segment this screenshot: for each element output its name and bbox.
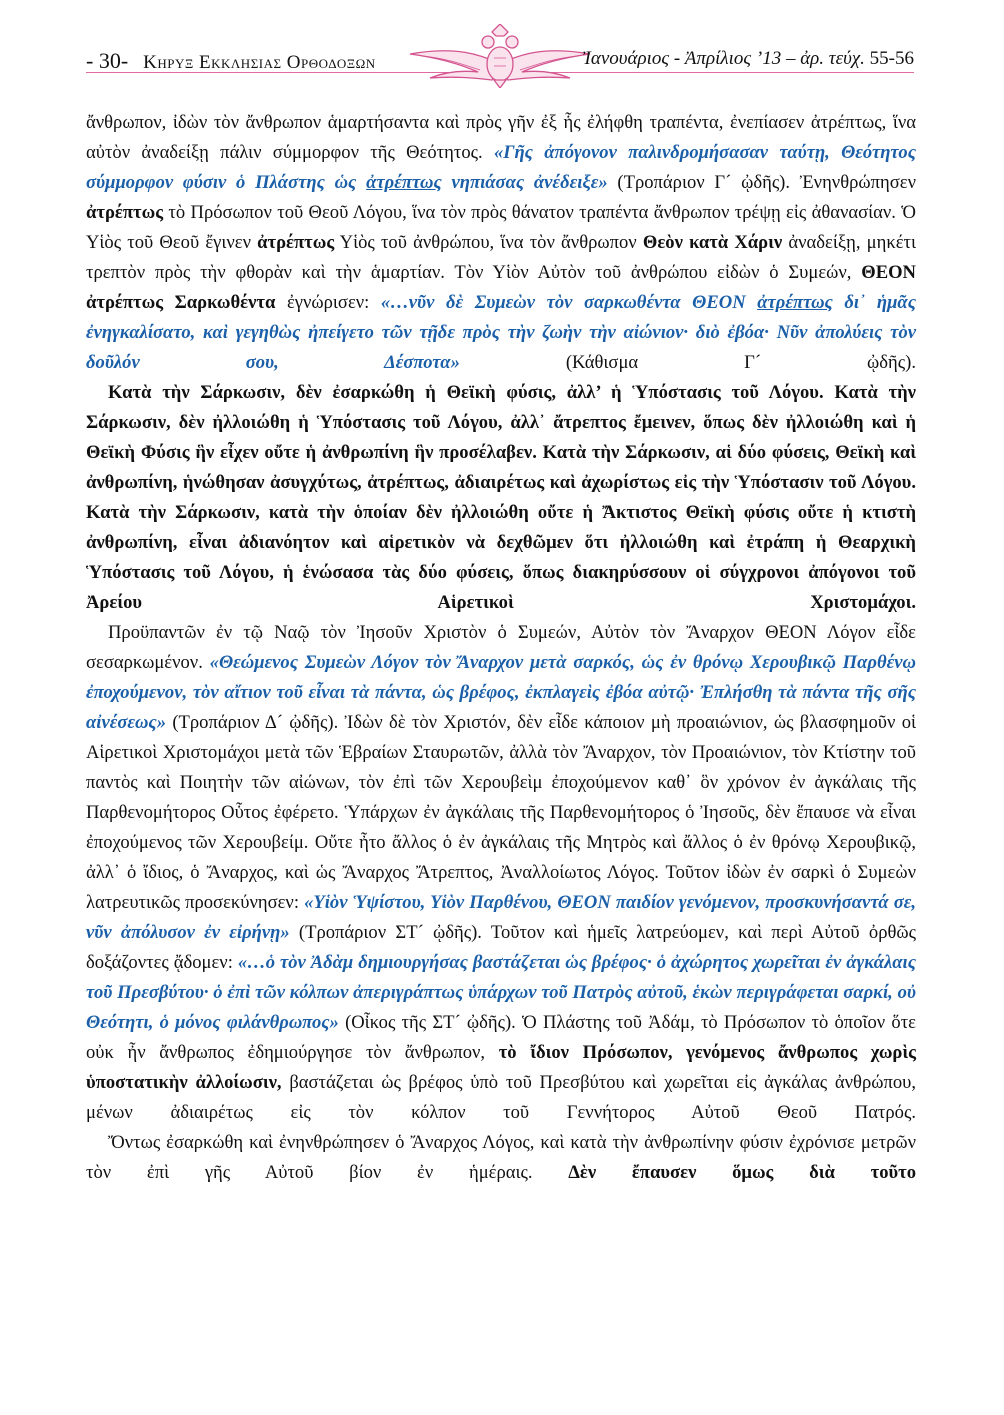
article-body	[86, 108, 916, 1188]
bold-term: ἀτρέπτως	[86, 202, 164, 223]
text-run: (Οἶκος τῆς ΣΤ´ ᾠδῆς). Ὁ Πλάστης τοῦ Ἀδάμ, τὸ Πρόσωπον τὸ ὁποῖον ὅτε οὐκ ἦν ἄνθρωπος ἐδημιούργησε τὸν ἄνθρωπον,	[86, 1012, 916, 1063]
page-number: - 30-	[86, 48, 129, 73]
quote-run: «Γῆς ἀπόγονον παλινδρομήσασαν ταύτῃ, Θεότητος σύμμορφον φύσιν ὁ Πλάστης ὡς	[86, 142, 916, 193]
hymn-quote: «Θεώμενος Συμεὼν Λόγον τὸν Ἄναρχον μετὰ σαρκός, ὡς ἐν θρόνῳ Χερουβικῷ Παρθένῳ ἐποχούμενον, τὸν αἴτιον τοῦ εἶναι τὰ πάντα, ὡς βρέφος, ἐκπλαγεὶς ἐβόα αὐτῷ· Ἐπλήσθη τὰ πάντα τῆς σῆς αἰνέσεως»	[86, 652, 916, 733]
bold-term: ἀτρέπτως	[257, 232, 335, 253]
issue-date: Ἰανουάριος - Ἀπρίλιος ’13 – ἀρ. τεύχ.	[582, 48, 865, 69]
paragraph-3	[86, 618, 916, 1128]
quote-underlined: ἀτρέπτως	[366, 172, 442, 193]
bold-term: ΘΕΟΝ ἀτρέπτως Σαρκωθέντα	[86, 262, 916, 313]
quote-underlined: ἀτρέπτως	[757, 292, 833, 313]
text-run: (Τροπάριον ΣΤ´ ᾠδῆς). Τοῦτον καὶ ἡμεῖς λατρεύομεν, καὶ περὶ Αὐτοῦ ὀρθῶς δοξάζοντες ᾄδομεν:	[86, 922, 916, 973]
text-run: Ὄντως ἐσαρκώθη καὶ ἐνηνθρώπησεν ὁ Ἄναρχος Λόγος, καὶ κατὰ τὴν ἀνθρωπίνην φύσιν ἐχρόνισε μετρῶν τὸν ἐπὶ γῆς Αὐτοῦ βίον ἐν ἡμέραις.	[86, 1132, 916, 1183]
bold-term: Δὲν ἔπαυσεν ὅμως διὰ τοῦτο	[568, 1162, 917, 1183]
bold-term: τὸ ἴδιον Πρόσωπον, γενόμενος ἄνθρωπος χωρὶς ὑποστατικὴν ἀλλοίωσιν,	[86, 1042, 916, 1093]
text-run: ἄνθρωπον, ἰδὼν τὸν ἄνθρωπον ἁμαρτήσαντα καὶ πρὸς γῆν ἐξ ἧς ἐλήφθη τραπέντα, ἐνεπίασεν ἀτρέπτως, ἵνα αὐτὸν ἀναδείξῃ πάλιν σύμμορφον τῆς Θεότητος.	[86, 112, 916, 163]
bold-term: Θεὸν κατὰ Χάριν	[642, 232, 783, 253]
text-run: βαστάζεται ὡς βρέφος ὑπὸ τοῦ Πρεσβύτου καὶ χωρεῖται εἰς ἀγκάλας ἀνθρώπου, μένων ἀδιαιρέτως εἰς τὸν κόλπον τοῦ Γεννήτορος Αὐτοῦ Θεοῦ Πατρός.	[86, 1072, 916, 1123]
running-header	[80, 40, 920, 86]
journal-title: Κηρυξ Εκκλησιας Ορθοδοξων	[143, 52, 376, 73]
header-left	[86, 48, 376, 74]
issue-info	[583, 48, 914, 70]
paragraph-1	[86, 108, 916, 378]
text-run: Προϋπαντῶν ἐν τῷ Ναῷ τὸν Ἰησοῦν Χριστὸν ὁ Συμεών, Αὐτὸν τὸν Ἄναρχον ΘΕΟΝ Λόγον εἶδε σεσαρκωμένον.	[86, 622, 916, 673]
quote-run: νηπιάσας ἀνέδειξε»	[441, 172, 608, 193]
paragraph-4	[86, 1128, 916, 1188]
text-run: τὸ Πρόσωπον τοῦ Θεοῦ Λόγου, ἵνα τὸν πρὸς θάνατον τραπέντα ἄνθρωπον τρέψῃ εἰς ἀθανασίαν. Ὁ Υἱὸς τοῦ Θεοῦ ἔγινεν	[86, 202, 916, 253]
text-run: (Τροπάριον Δ´ ᾠδῆς). Ἰδὼν δὲ τὸν Χριστόν, δὲν εἶδε κάποιον μὴ προαιώνιον, ὡς βλασφημοῦν οἱ Αἱρετικοὶ Χριστομάχοι μετὰ τῶν Ἑβραίων Σταυρωτῶν, ἀλλὰ τὸν Ἄναρχον, τὸν Προαιώνιον, τὸν Κτίστην τοῦ παντὸς καὶ Ποιητὴν τῶν αἰώνων, τὸν ἐπὶ τῶν Χερουβεὶμ ἐποχούμενον καθ᾽ ὃν χρόνον ἐν ἀγκάλαις τῆς Παρθενομήτορος Οὗτος ἐφέρετο. Ὑπάρχων ἐν ἀγκάλαις τῆς Παρθενομήτορος ὁ Ἰησοῦς, δὲν ἔπαυσε νὰ εἶναι ἐποχούμενος τῶν Χερουβείμ. Οὔτε ἦτο ἄλλος ὁ ἐν ἀγκάλαις τῆς Μητρὸς καὶ ἄλλος ὁ ἐν θρόνῳ Χερουβικῷ, ἀλλ᾽ ὁ ἴδιος, ὁ Ἄναρχος, καὶ ὡς Ἄναρχος Ἄτρεπτος, Ἀναλλοίωτος Λόγος. Τοῦτον ἰδὼν ἐν σαρκὶ ὁ Συμεὼν λατρευτικῶς προσεκύνησεν:	[86, 712, 916, 913]
text-run: (Κάθισμα Γ´ ᾠδῆς).	[459, 352, 916, 373]
text-run: ἐγνώρισεν:	[275, 292, 381, 313]
text-run: ἀναδείξῃ, μηκέτι τρεπτὸν πρὸς τὴν φθορὰν καὶ τὴν ἁμαρτίαν. Τὸν Υἱὸν Αὐτὸν τοῦ ἀνθρώπου εἰδὼν ὁ Συμεών,	[86, 232, 916, 283]
hymn-quote: «Υἱὸν Ὑψίστου, Υἱὸν Παρθένου, ΘΕΟΝ παιδίον γενόμενον, προσκυνήσαντά σε, νῦν ἀπόλυσον ἐν εἰρήνῃ»	[86, 892, 917, 943]
quote-run: δι᾽ ἡμᾶς ἐνηγκαλίσατο, καὶ γεγηθὼς ἠπείγετο τῶν τῇδε πρὸς τὴν ζωὴν τὴν αἰώνιον· διὸ ἐβόα· Νῦν ἀπολύεις τὸν δοῦλόν σου, Δέσποτα»	[86, 292, 916, 373]
issue-numbers: 55-56	[869, 48, 914, 69]
double-headed-eagle-icon	[400, 24, 600, 88]
text-run: Υἱὸς τοῦ ἀνθρώπου, ἵνα τὸν ἄνθρωπον	[334, 232, 643, 253]
quote-run: «…νῦν δὲ Συμεὼν τὸν σαρκωθέντα ΘΕΟΝ	[380, 292, 758, 313]
hymn-quote: «…ὁ τὸν Ἀδὰμ δημιουργήσας βαστάζεται ὡς βρέφος· ὁ ἀχώρητος χωρεῖται ἐν ἀγκάλαις τοῦ Πρεσβύτου· ὁ ἐπὶ τῶν κόλπων ἀπεριγράπτως ὑπάρχων τοῦ Πατρὸς αὐτοῦ, ἑκὼν περιγράφεται σαρκί, οὐ Θεότητι, ὁ μόνος φιλάνθρωπος»	[86, 952, 916, 1033]
paragraph-2: Κατὰ τὴν Σάρκωσιν, δὲν ἐσαρκώθη ἡ Θεϊκὴ φύσις, ἀλλ’ ἡ Ὑπόστασις τοῦ Λόγου. Κατὰ τὴν Σάρκωσιν, δὲν ἠλλοιώθη ἡ Ὑπόστασις τοῦ Λόγου, ἀλλ᾽ ἄτρεπτος ἔμεινεν, ὅπως δὲν ἠλλοιώθη καὶ ἡ Θεϊκὴ Φύσις ἣν εἶχεν οὔτε ἡ ἀνθρωπίνη ἣν προσέλαβεν. Κατὰ τὴν Σάρκωσιν, αἱ δύο φύσεις, Θεϊκὴ καὶ ἀνθρωπίνη, ἡνώθησαν ἀσυγχύτως, ἀτρέπτως, ἀδιαιρέτως καὶ ἀχωρίστως εἰς τὴν Ὑπόστασιν τοῦ Λόγου. Κατὰ τὴν Σάρκωσιν, κατὰ τὴν ὁποίαν δὲν ἠλλοιώθη οὔτε ἡ Ἄκτιστος Θεϊκὴ φύσις οὔτε ἡ κτιστὴ ἀνθρωπίνη, εἶναι ἀδιανόητον καὶ αἱρετικὸν νὰ δεχθῶμεν ὅτι ἠλλοιώθη καὶ ἐτράπη ἡ Θεαρχικὴ Ὑπόστασις τοῦ Λόγου, ἡ ἑνώσασα τὰς δύο φύσεις, ὅπως διακηρύσσουν οἱ σύγχρονοι ἀπόγονοι τοῦ Ἀρείου Αἱρετικοὶ Χριστομάχοι.	[86, 382, 916, 613]
text-run: (Τροπάριον Γ´ ᾠδῆς). Ἐνηνθρώπησεν	[607, 172, 916, 193]
